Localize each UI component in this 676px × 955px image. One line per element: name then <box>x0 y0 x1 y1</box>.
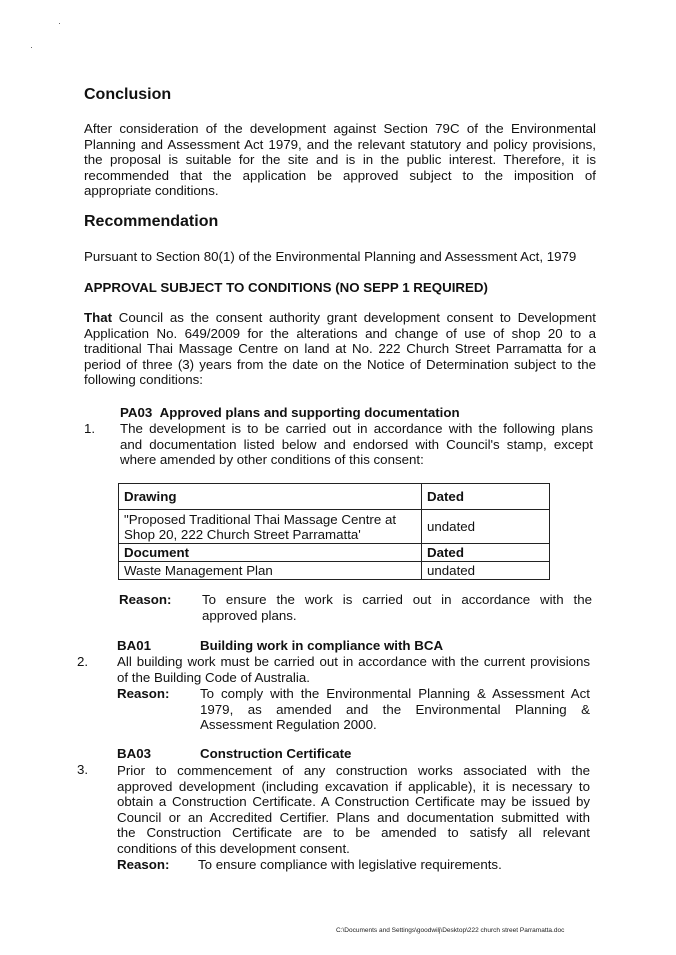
condition-3-reason-label: Reason: <box>117 857 170 872</box>
condition-title-text: Approved plans and supporting documentation <box>159 405 460 420</box>
text-line: where amended by other conditions of this consent: <box>120 452 424 467</box>
text-line: To ensure the work is carried out in accordance with the <box>202 592 592 607</box>
table-header-dated: Dated <box>422 484 550 510</box>
footer-file-path: C:\Documents and Settings\goodwilj\Desktop\222 church street Parramatta.doc <box>336 927 565 934</box>
scan-speck <box>59 23 60 24</box>
text-line: 1979, as amended and the Environmental Planning & <box>200 701 590 717</box>
table-header-document: Document <box>119 544 422 562</box>
text-line: All building work must be carried out in accordance with the current provisions <box>117 654 590 669</box>
text-line: Council or an Accredited Certifier. Plans and documentation submitted with <box>117 809 590 825</box>
conclusion-paragraph <box>84 121 596 199</box>
plans-table <box>118 483 550 580</box>
table-row <box>119 544 550 562</box>
text-line: obtain a Construction Certificate. A Construction Certificate may be issued by <box>117 794 590 809</box>
recommendation-heading: Recommendation <box>84 213 219 230</box>
table-header-dated: Dated <box>422 544 550 562</box>
condition-3-code: BA03 <box>117 746 151 761</box>
condition-1-number: 1. <box>84 421 96 436</box>
text-line: To ensure compliance with legislative requirements. <box>198 857 502 872</box>
text-line: Planning and Assessment Act 1979, and the relevant statutory and policy provisions, <box>84 136 596 152</box>
that-paragraph <box>84 310 596 388</box>
condition-3-reason <box>198 857 590 873</box>
conclusion-heading: Conclusion <box>84 86 172 103</box>
text-line: conditions of this development consent. <box>117 840 350 856</box>
text-line: the Construction Certificate are to be amended to satisfy all relevant <box>117 825 590 840</box>
condition-code: PA03 <box>120 405 153 420</box>
condition-2-title: Building work in compliance with BCA <box>200 638 444 653</box>
text-line: and documentation listed below and endorsed with Council's stamp, except <box>120 436 593 452</box>
text-line <box>84 310 596 326</box>
table-cell-dated: undated <box>422 510 550 544</box>
table-cell-drawing: "Proposed Traditional Thai Massage Centre at Shop 20, 222 Church Street Parramatta' <box>119 510 422 544</box>
text-line: appropriate conditions. <box>84 183 219 198</box>
condition-3-body <box>117 763 590 856</box>
condition-3-number: 3. <box>77 762 89 777</box>
condition-2-code: BA01 <box>117 638 151 653</box>
text-line: the proposal is suitable for the site and is in the public interest. Therefore, it is <box>84 152 596 167</box>
table-row <box>119 484 550 510</box>
table-cell-dated: undated <box>422 562 550 580</box>
approval-heading: APPROVAL SUBJECT TO CONDITIONS (NO SEPP 1 REQUIRED) <box>84 280 488 295</box>
condition-1-reason <box>202 592 592 623</box>
text-line: period of three (3) years from the date on the Notice of Determination subject to the <box>84 356 596 372</box>
condition-1-body <box>120 421 593 468</box>
table-row <box>119 510 550 544</box>
condition-2-reason <box>200 686 590 733</box>
condition-2-reason-label: Reason: <box>117 686 170 701</box>
text-span: Council as the consent authority grant development consent to Development <box>112 310 596 325</box>
condition-3-title: Construction Certificate <box>200 746 352 761</box>
condition-2-number: 2. <box>77 654 89 669</box>
text-line: The development is to be carried out in accordance with the following plans <box>120 421 593 436</box>
text-line: approved plans. <box>202 607 297 623</box>
text-line: Prior to commencement of any construction works associated with the <box>117 763 590 778</box>
table-row <box>119 562 550 580</box>
text-line: approved development (including excavation if applicable), it is necessary to <box>117 778 590 794</box>
condition-1-title <box>120 405 460 420</box>
text-line: Application No. 649/2009 for the alterations and change of use of shop 20 to a <box>84 325 596 341</box>
table-header-drawing: Drawing <box>119 484 422 510</box>
text-line: following conditions: <box>84 372 204 387</box>
condition-1-reason-label: Reason: <box>119 592 172 607</box>
text-line: Assessment Regulation 2000. <box>200 717 377 732</box>
text-line: of the Building Code of Australia. <box>117 669 310 685</box>
that-word: That <box>84 310 113 325</box>
text-line: After consideration of the development against Section 79C of the Environmental <box>84 121 596 136</box>
scan-speck <box>31 47 32 48</box>
text-line: recommended that the application be approved subject to the imposition of <box>84 167 596 183</box>
text-line: To comply with the Environmental Planning & Assessment Act <box>200 686 590 701</box>
table-cell-document: Waste Management Plan <box>119 562 422 580</box>
text-line: traditional Thai Massage Centre on land at No. 222 Church Street Parramatta for a <box>84 341 596 356</box>
pursuant-line: Pursuant to Section 80(1) of the Environmental Planning and Assessment Act, 1979 <box>84 249 577 264</box>
condition-2-body <box>117 654 590 685</box>
